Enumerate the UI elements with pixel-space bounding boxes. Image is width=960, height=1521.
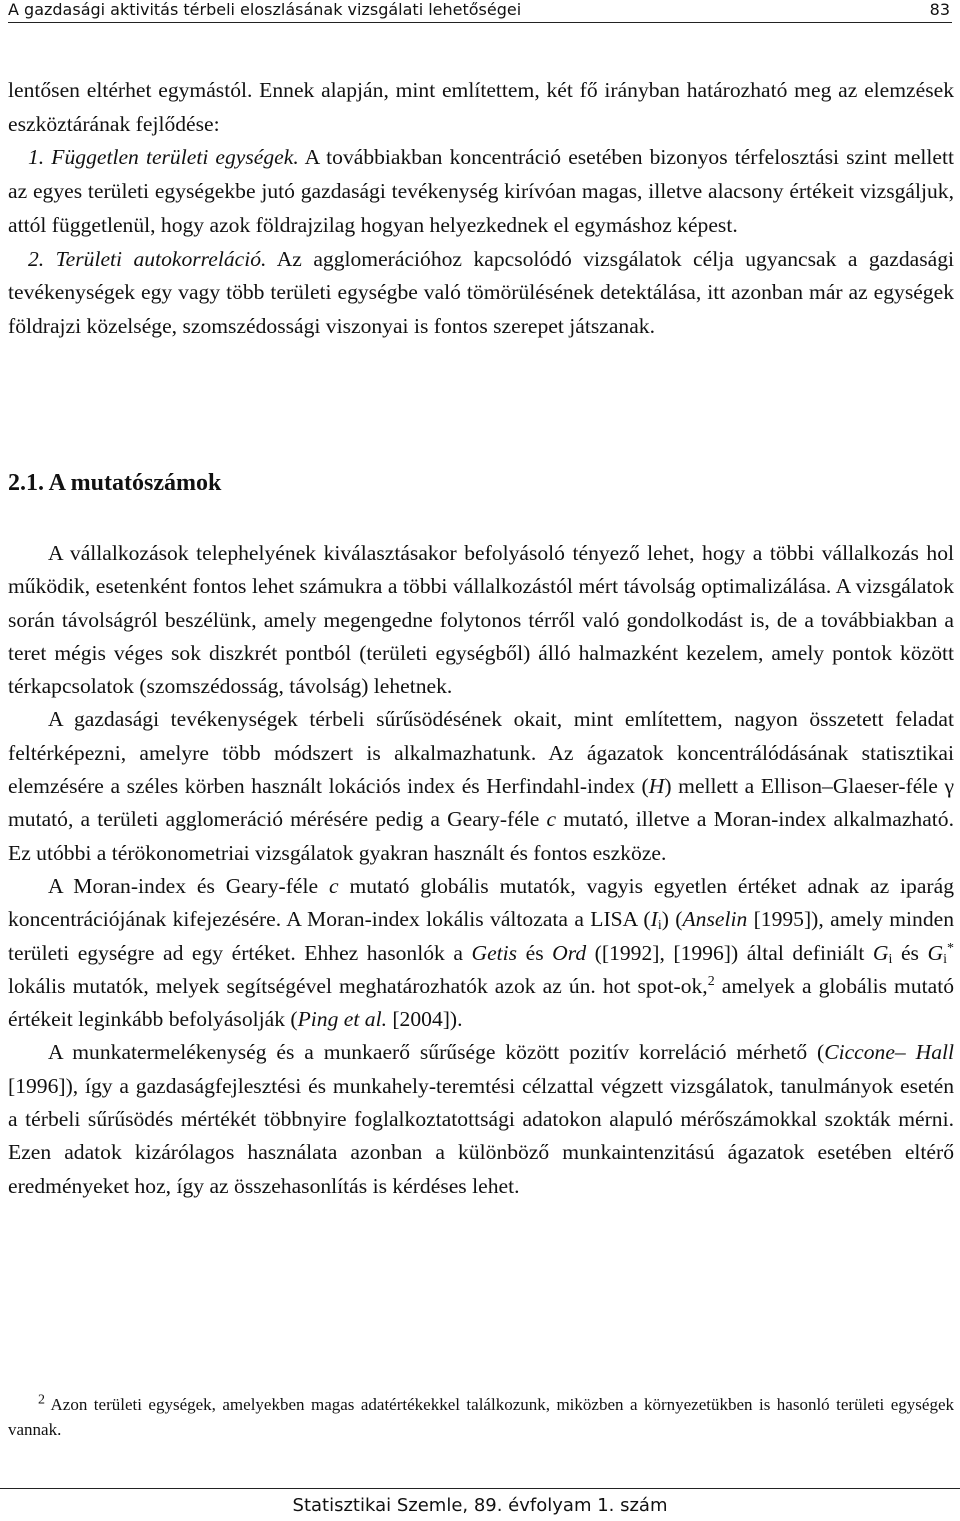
section-heading: 2.1. A mutatószámok <box>8 470 222 496</box>
list-item-text: Az agglomerációhoz kapcsolódó vizsgálatok célja ugyancsak a gazdasági tevékenységek egy vagy több területi egységbe való tömörülésének detektálása, itt azonban már az egységek földrajzi közelsége, szomszédossági viszonyai is fontos szerepet játszanak. <box>8 246 955 338</box>
list-item <box>8 141 954 242</box>
footer-text: Statisztikai Szemle, 89. évfolyam 1. szám <box>292 1495 668 1516</box>
header-title: A gazdasági aktivitás térbeli eloszlásának vizsgálati lehetőségei <box>8 0 522 19</box>
paragraph: A gazdasági tevékenységek térbeli sűrűsödésének okait, mint említettem, nagyon összetett feladat feltérképezni, amelyre több módszert is alkalmazhatunk. Az ágazatok koncentrálódásának statisztikai elemzésére a széles körben használt lokációs index és Herfindahl-index (H) mellett a Ellison–Glaeser-féle γ mutató, a területi agglomeráció mérésére pedig a Geary-féle c mutató, illetve a Moran-index alkalmazható. Ez utóbbi a térökonometriai vizsgálatok gyakran használt és fontos eszköze. <box>8 707 955 865</box>
list-item-lead: 2. Területi autokorreláció. <box>28 246 267 271</box>
list-item <box>8 243 954 344</box>
footnote-mark: 2 <box>38 1392 45 1408</box>
running-footer <box>0 1488 960 1519</box>
intro-section <box>8 74 954 344</box>
list-item-lead: 1. Független területi egységek. <box>28 145 299 170</box>
section-body <box>8 537 954 1203</box>
page-number: 83 <box>929 0 950 19</box>
running-header <box>8 0 952 23</box>
paragraph: A Moran-index és Geary-féle c mutató globális mutatók, vagyis egyetlen értéket adnak az iparág koncentrációjának kifejezésére. A Moran-index lokális változata a LISA $(I_i)$ (Anselin [1995]), amely minden területi egységre ad egy értéket. Ehhez hasonlók a Getis és Ord ([1992], [1996]) által definiált $G_i$ és $G_i^*$ lokális mutatók, melyek segítségével meghatározhatók azok az ún. hot spot-ok,$^2$ amelyek a globális mutató értékeit leginkább befolyásolják (Ping et al. [2004]). <box>8 873 955 1032</box>
footnote <box>8 1392 954 1442</box>
footnote-reference[interactable]: 2 <box>707 973 715 989</box>
list-item-text: A továbbiakban koncentráció esetében bizonyos térfelosztási szint mellett az egyes területi egységekbe jutó gazdasági tevékenység kirívóan magas, illetve alacsony értékeit vizsgáljuk, attól függetlenül, hogy azok földrajzilag hogyan helyezkednek el egymáshoz képest. <box>8 145 954 237</box>
paragraph: A vállalkozások telephelyének kiválasztásakor befolyásoló tényező lehet, hogy a többi vállalkozás hol működik, esetenként fontos lehet számukra a többi vállalkozástól mért távolság optimalizálása. A vizsgálatok során távolságról beszélünk, amely megengedne folytonos térről való gondolkodást is, de a továbbiakban a teret mégis véges sok diszkrét pontból (területi egységből) álló halmazként kezelem, amely pontok között térkapcsolatok (szomszédosság, távolság) lehetnek. <box>8 541 954 699</box>
footnote-text: Azon területi egységek, amelyekben magas adatértékekkel találkozunk, miközben a környezetükben is hasonló területi egységek vannak. <box>8 1395 954 1439</box>
paragraph: A munkatermelékenység és a munkaerő sűrűsége között pozitív korreláció mérhető (Ciccone– Hall [1996]), így a gazdaságfejlesztési és munkahely-teremtési célzattal végzett vizsgálatok, tanulmányok esetén a térbeli sűrűsödés mértékét többnyire foglalkoztatottsági adatokon alapuló mérőszámokkal szokták mérni. Ezen adatok kizárólagos használata azonban a különböző munkaintenzitású ágazatok esetében eltérő eredményeket hoz, így az összehasonlítás is kérdéses lehet. <box>8 1040 954 1198</box>
intro-paragraph: lentősen eltérhet egymástól. Ennek alapján, mint említettem, két fő irányban határozható meg az elemzések eszköztárának fejlődése: <box>8 78 954 136</box>
